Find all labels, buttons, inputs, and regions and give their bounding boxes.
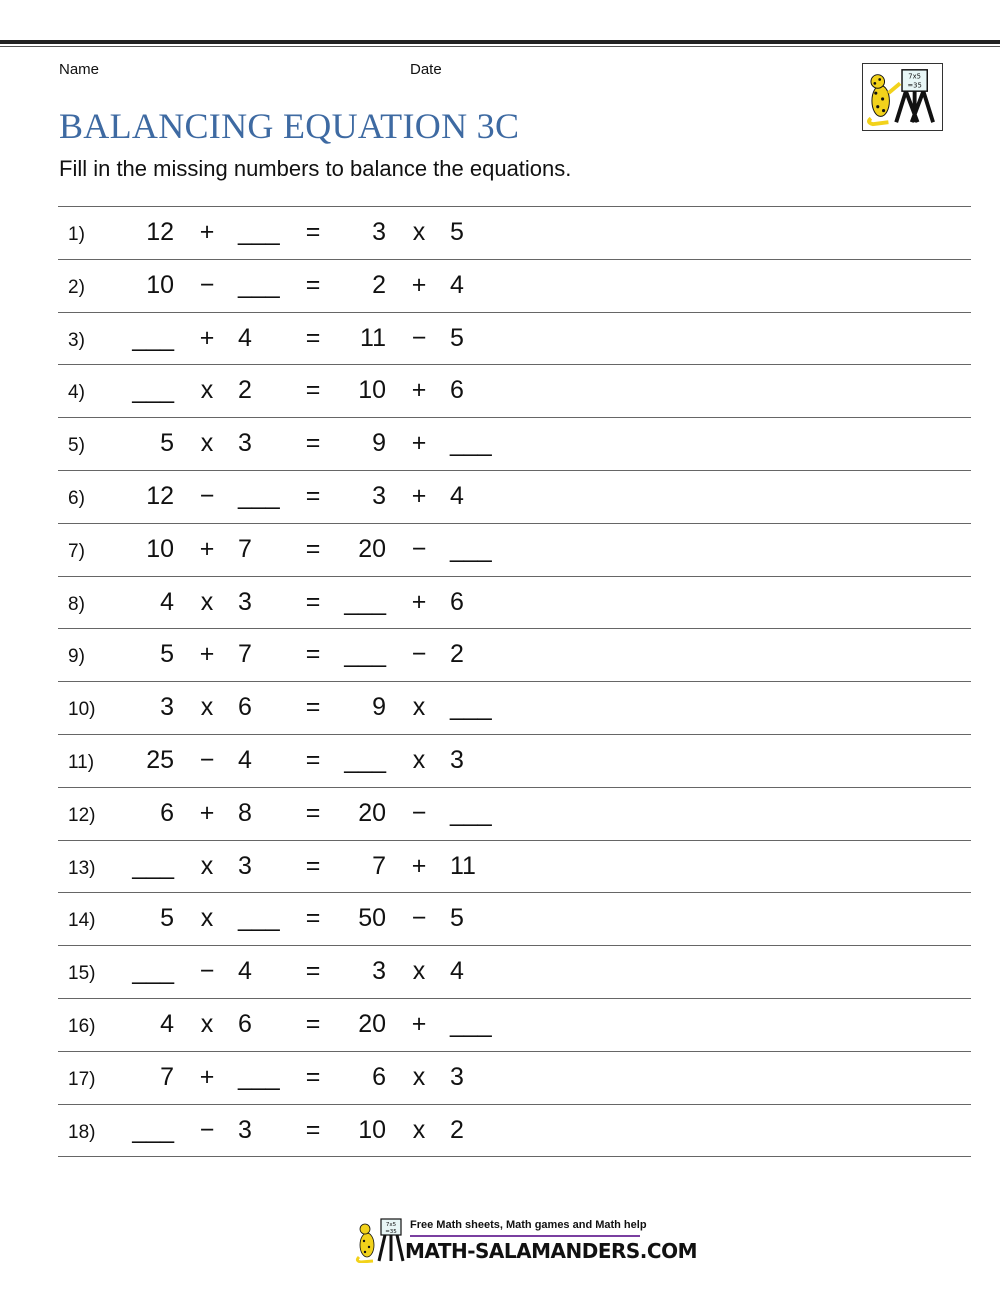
equation-row xyxy=(58,840,971,893)
term-c: 3 xyxy=(372,957,386,986)
term-c: 2 xyxy=(372,270,386,299)
question-number: 8) xyxy=(68,593,85,615)
operator-right: x xyxy=(412,745,426,774)
question-number: 15) xyxy=(68,963,96,985)
answer-blank[interactable]: ___ xyxy=(132,323,174,352)
name-label: Name xyxy=(59,61,100,78)
operator-right: + xyxy=(411,587,427,616)
equation-row xyxy=(58,259,971,312)
term-c: 50 xyxy=(358,904,386,933)
question-number: 3) xyxy=(68,329,85,351)
term-a: 10 xyxy=(146,270,174,299)
operator-right: − xyxy=(411,904,427,933)
equals-sign: = xyxy=(305,1115,321,1144)
answer-blank[interactable]: ___ xyxy=(450,534,492,563)
operator-left: + xyxy=(199,534,215,563)
equals-sign: = xyxy=(305,798,321,827)
question-number: 13) xyxy=(68,857,96,879)
equation-row xyxy=(58,681,971,734)
term-b: 2 xyxy=(238,376,252,405)
question-number: 1) xyxy=(68,224,85,245)
term-c: 10 xyxy=(358,1115,386,1144)
operator-right: + xyxy=(411,851,427,880)
equals-sign: = xyxy=(305,1009,321,1038)
answer-blank[interactable]: ___ xyxy=(344,640,386,669)
operator-left: − xyxy=(199,270,215,299)
answer-blank[interactable]: ___ xyxy=(344,745,386,774)
date-label: Date xyxy=(410,61,442,78)
operator-left: x xyxy=(200,1009,214,1038)
operator-left: − xyxy=(199,745,215,774)
footer-divider xyxy=(410,1235,640,1237)
term-d: 4 xyxy=(450,957,464,986)
equation-row xyxy=(58,1051,971,1104)
operator-left: + xyxy=(199,798,215,827)
term-d: 11 xyxy=(450,851,476,880)
term-b: 3 xyxy=(238,587,252,616)
term-a: 5 xyxy=(160,429,174,458)
term-a: 7 xyxy=(160,1062,174,1091)
svg-text:7x5: 7x5 xyxy=(385,1222,397,1228)
answer-blank[interactable]: ___ xyxy=(344,587,386,616)
answer-blank[interactable]: ___ xyxy=(132,957,174,986)
footer-salamander-icon xyxy=(355,1217,407,1263)
term-d: 4 xyxy=(450,270,464,299)
question-number: 14) xyxy=(68,910,96,932)
term-d: 2 xyxy=(450,1115,464,1144)
equals-sign: = xyxy=(305,957,321,986)
salamander-logo xyxy=(862,63,943,131)
operator-left: + xyxy=(199,640,215,669)
equation-row xyxy=(58,417,971,470)
operator-right: x xyxy=(412,693,426,722)
term-c: 20 xyxy=(358,1009,386,1038)
question-number: 9) xyxy=(68,646,85,668)
equals-sign: = xyxy=(305,323,321,352)
equals-sign: = xyxy=(305,218,321,246)
operator-left: + xyxy=(199,218,215,246)
answer-blank[interactable]: ___ xyxy=(450,693,492,722)
term-a: 5 xyxy=(160,640,174,669)
term-a: 4 xyxy=(160,1009,174,1038)
term-c: 20 xyxy=(358,798,386,827)
term-c: 3 xyxy=(372,218,386,246)
term-d: 6 xyxy=(450,376,464,405)
operator-right: − xyxy=(411,534,427,563)
term-a: 12 xyxy=(146,218,174,246)
equals-sign: = xyxy=(305,534,321,563)
term-c: 20 xyxy=(358,534,386,563)
question-number: 2) xyxy=(68,276,85,298)
equals-sign: = xyxy=(305,904,321,933)
term-b: 7 xyxy=(238,640,252,669)
answer-blank[interactable]: ___ xyxy=(132,851,174,880)
term-b: 3 xyxy=(238,429,252,458)
equals-sign: = xyxy=(305,640,321,669)
operator-left: x xyxy=(200,429,214,458)
operator-left: x xyxy=(200,693,214,722)
term-b: 3 xyxy=(238,1115,252,1144)
term-d: 2 xyxy=(450,640,464,669)
term-c: 3 xyxy=(372,481,386,510)
question-number: 16) xyxy=(68,1015,96,1037)
answer-blank[interactable]: ___ xyxy=(238,1062,280,1091)
operator-right: + xyxy=(411,429,427,458)
term-d: 5 xyxy=(450,904,464,933)
operator-right: + xyxy=(411,270,427,299)
equation-row xyxy=(58,945,971,998)
operator-left: x xyxy=(200,904,214,933)
answer-blank[interactable]: ___ xyxy=(238,270,280,299)
equation-row xyxy=(58,206,971,259)
equation-row xyxy=(58,628,971,681)
term-d: 5 xyxy=(450,323,464,352)
operator-right: + xyxy=(411,481,427,510)
operator-right: x xyxy=(412,218,426,246)
top-rule-thin xyxy=(0,46,1000,47)
answer-blank[interactable]: ___ xyxy=(132,1115,174,1144)
operator-left: − xyxy=(199,481,215,510)
equals-sign: = xyxy=(305,376,321,405)
operator-right: − xyxy=(411,323,427,352)
operator-right: − xyxy=(411,798,427,827)
equals-sign: = xyxy=(305,693,321,722)
footer xyxy=(355,1215,697,1265)
term-b: 4 xyxy=(238,957,252,986)
operator-left: + xyxy=(199,323,215,352)
term-c: 9 xyxy=(372,429,386,458)
footer-tagline: Free Math sheets, Math games and Math help xyxy=(410,1219,647,1231)
equation-row xyxy=(58,576,971,629)
term-c: 6 xyxy=(372,1062,386,1091)
term-b: 4 xyxy=(238,745,252,774)
operator-left: x xyxy=(200,851,214,880)
top-rule xyxy=(0,40,1000,44)
term-a: 3 xyxy=(160,693,174,722)
equals-sign: = xyxy=(305,270,321,299)
equation-row xyxy=(58,1104,971,1158)
footer-site-name: MATH-SALAMANDERS.COM xyxy=(405,1239,697,1263)
term-a: 5 xyxy=(160,904,174,933)
equals-sign: = xyxy=(305,429,321,458)
term-d: 3 xyxy=(450,745,464,774)
equation-row xyxy=(58,470,971,523)
equation-row xyxy=(58,787,971,840)
equation-row xyxy=(58,998,971,1051)
question-number: 7) xyxy=(68,540,85,562)
operator-right: − xyxy=(411,640,427,669)
term-b: 4 xyxy=(238,323,252,352)
equals-sign: = xyxy=(305,481,321,510)
operator-left: + xyxy=(199,1062,215,1091)
operator-left: − xyxy=(199,957,215,986)
question-number: 4) xyxy=(68,382,85,404)
answer-blank[interactable]: ___ xyxy=(238,218,280,246)
equation-row xyxy=(58,734,971,787)
question-number: 12) xyxy=(68,804,96,826)
term-a: 10 xyxy=(146,534,174,563)
answer-blank[interactable]: ___ xyxy=(450,429,492,458)
equation-row xyxy=(58,312,971,365)
term-c: 10 xyxy=(358,376,386,405)
answer-blank[interactable]: ___ xyxy=(132,376,174,405)
svg-text:7x5: 7x5 xyxy=(908,72,921,81)
answer-blank[interactable]: ___ xyxy=(238,481,280,510)
term-d: 5 xyxy=(450,218,464,246)
operator-right: x xyxy=(412,1062,426,1091)
page-title: BALANCING EQUATION 3C xyxy=(59,106,520,146)
operator-right: x xyxy=(412,1115,426,1144)
answer-blank[interactable]: ___ xyxy=(238,904,280,933)
term-a: 25 xyxy=(146,745,174,774)
term-b: 7 xyxy=(238,534,252,563)
term-b: 8 xyxy=(238,798,252,827)
term-a: 12 xyxy=(146,481,174,510)
answer-blank[interactable]: ___ xyxy=(450,798,492,827)
svg-text:=35: =35 xyxy=(385,1229,397,1235)
operator-right: + xyxy=(411,376,427,405)
equals-sign: = xyxy=(305,587,321,616)
question-number: 5) xyxy=(68,435,85,457)
term-c: 11 xyxy=(360,323,386,352)
term-d: 4 xyxy=(450,481,464,510)
question-number: 6) xyxy=(68,487,85,509)
term-d: 6 xyxy=(450,587,464,616)
equation-list xyxy=(58,206,971,1157)
answer-blank[interactable]: ___ xyxy=(450,1009,492,1038)
question-number: 10) xyxy=(68,699,96,721)
equation-row xyxy=(58,364,971,417)
term-c: 7 xyxy=(372,851,386,880)
equals-sign: = xyxy=(305,1062,321,1091)
svg-text:=35: =35 xyxy=(907,81,922,90)
term-a: 6 xyxy=(160,798,174,827)
equation-row xyxy=(58,892,971,945)
instructions: Fill in the missing numbers to balance the equations. xyxy=(59,156,572,181)
operator-left: − xyxy=(199,1115,215,1144)
equation-row xyxy=(58,523,971,576)
operator-left: x xyxy=(200,376,214,405)
term-b: 3 xyxy=(238,851,252,880)
term-d: 3 xyxy=(450,1062,464,1091)
operator-right: x xyxy=(412,957,426,986)
operator-left: x xyxy=(200,587,214,616)
question-number: 18) xyxy=(68,1121,96,1143)
question-number: 11) xyxy=(68,751,95,773)
operator-right: + xyxy=(411,1009,427,1038)
term-a: 4 xyxy=(160,587,174,616)
term-c: 9 xyxy=(372,693,386,722)
term-b: 6 xyxy=(238,693,252,722)
term-b: 6 xyxy=(238,1009,252,1038)
equals-sign: = xyxy=(305,745,321,774)
question-number: 17) xyxy=(68,1068,96,1090)
equals-sign: = xyxy=(305,851,321,880)
